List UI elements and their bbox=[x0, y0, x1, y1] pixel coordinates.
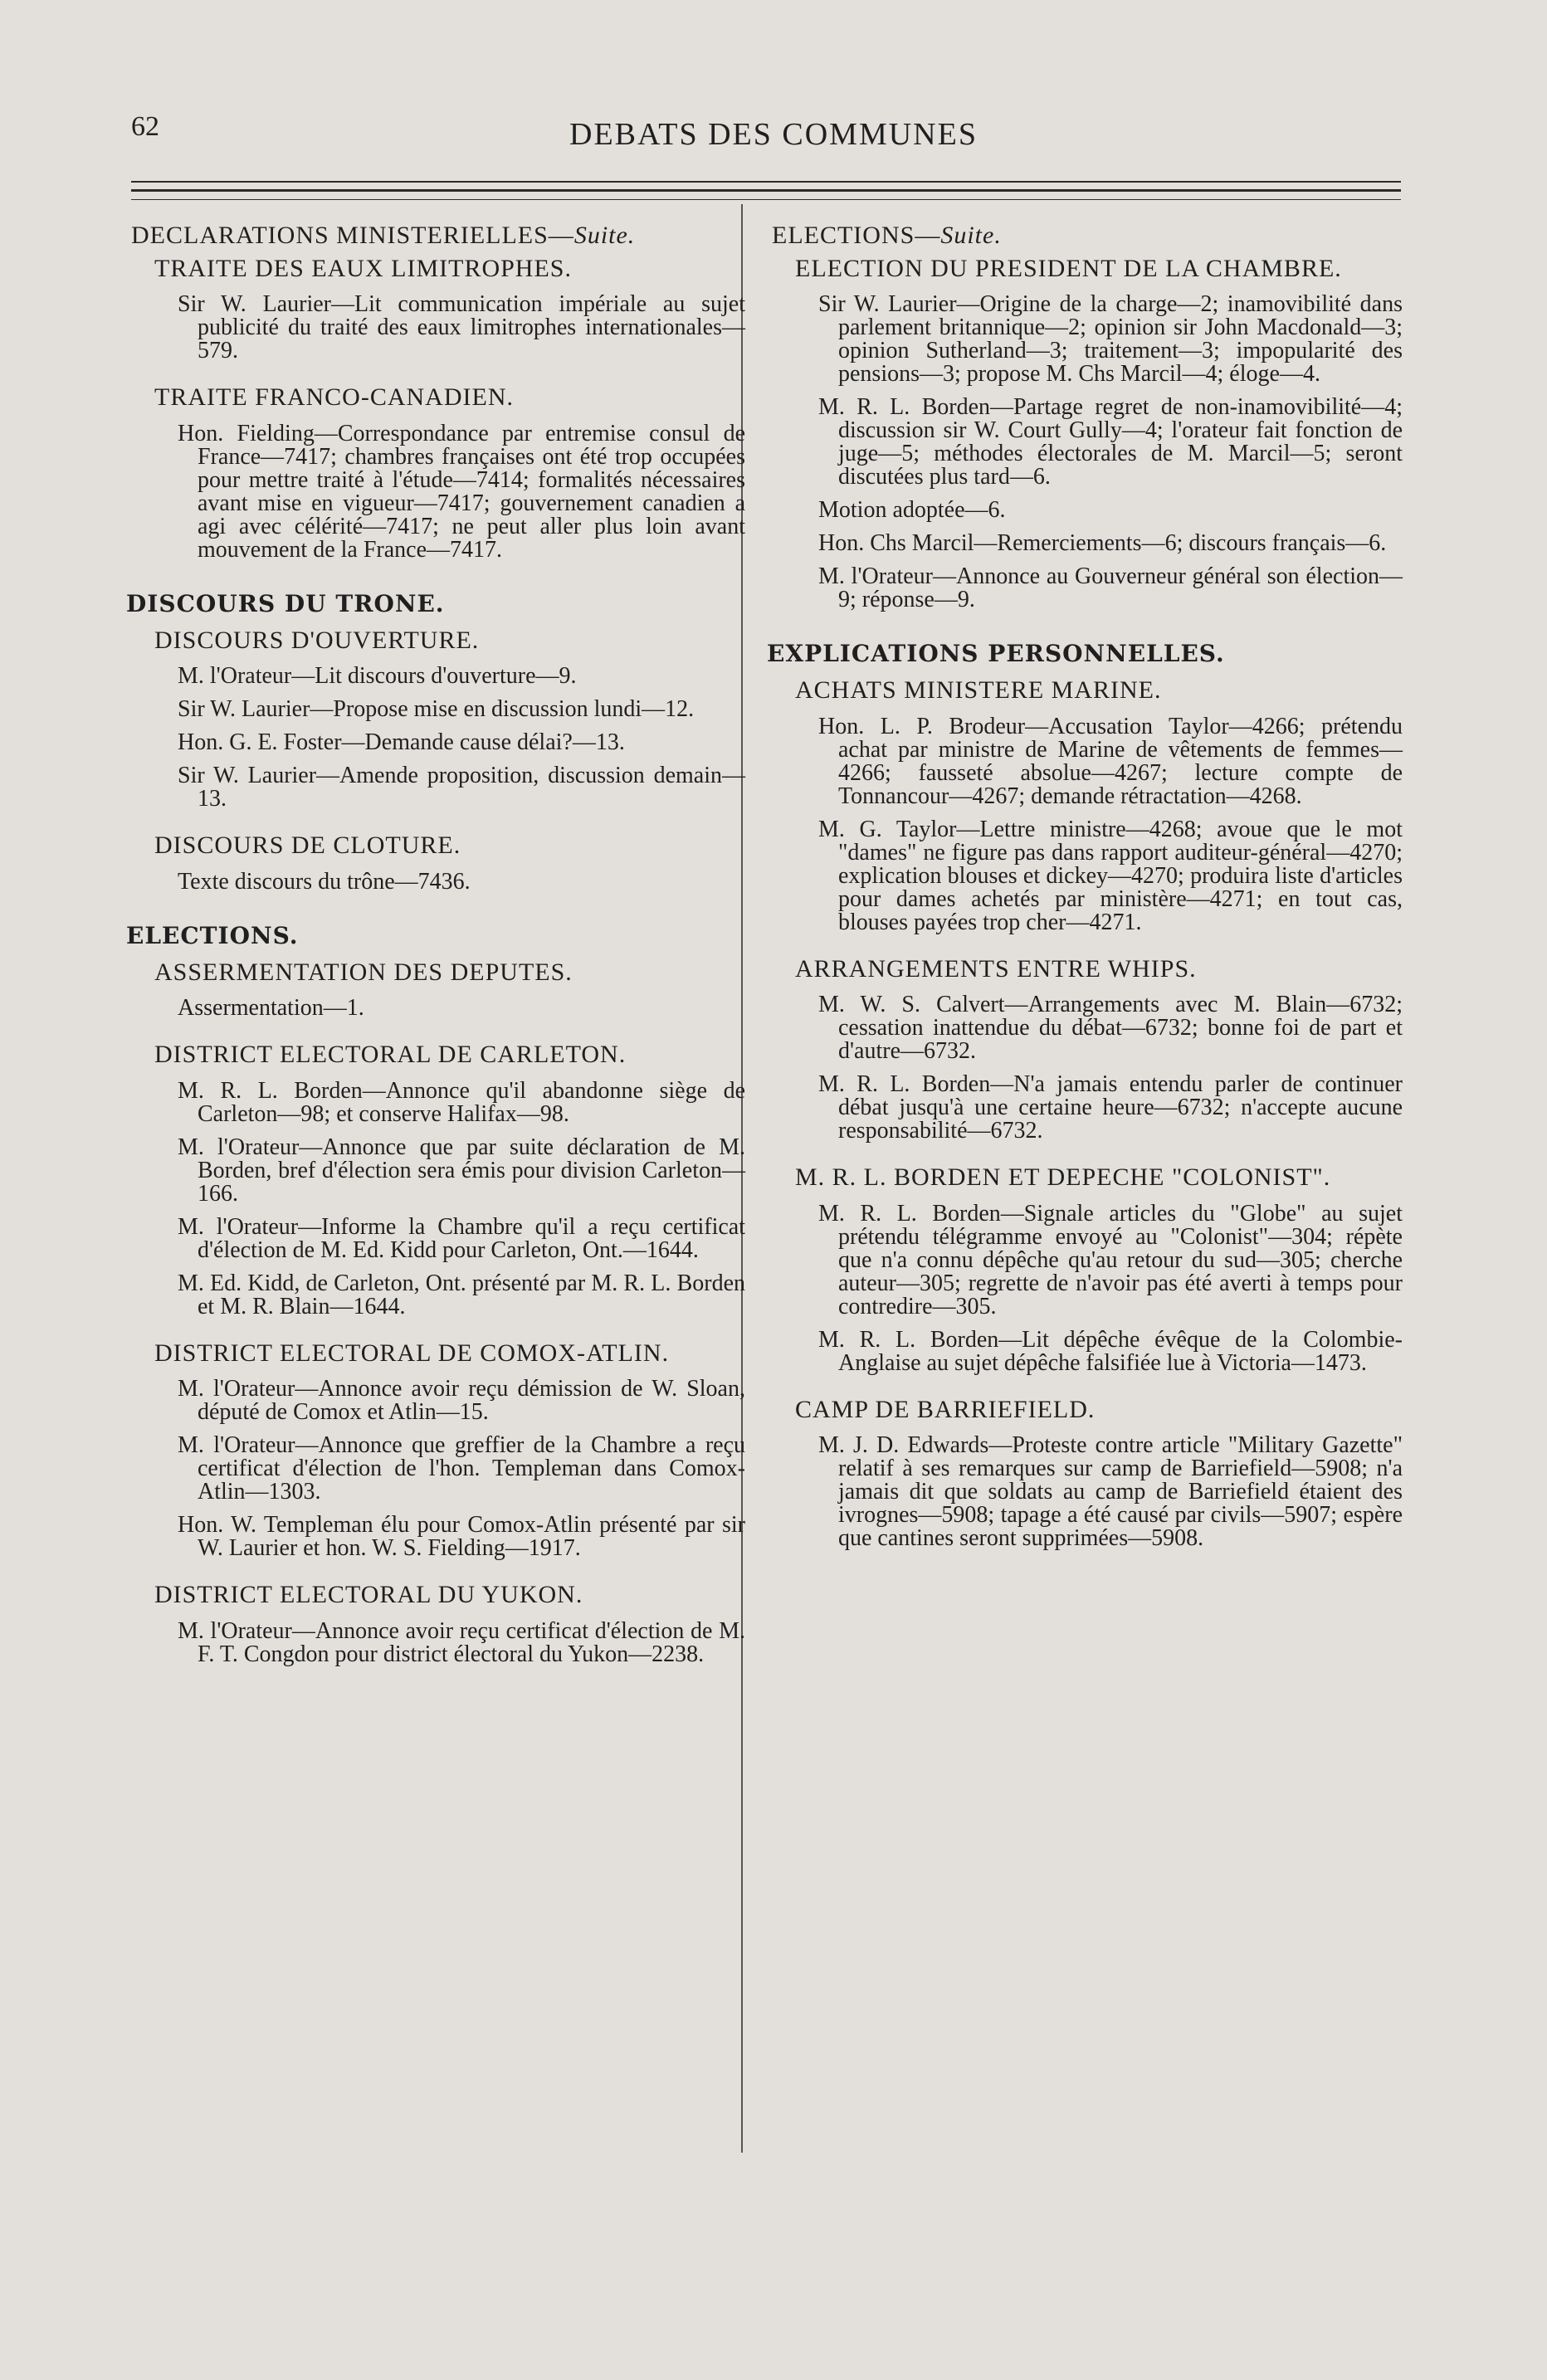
index-entry: M. R. L. Borden—Partage regret de non-inamovibilité—4; discussion sir W. Court Gully—4; l'orateur fait fonction de juge—5; méthodes électorales de M. Marcil—5; seront discutées plus tard—6. bbox=[818, 394, 1403, 490]
index-entry: M. l'Orateur—Annonce que greffier de la Chambre a reçu certificat d'élection de l'hon. Templeman dans Comox-Atlin—1303. bbox=[178, 1432, 745, 1505]
index-entry: Hon. Fielding—Correspondance par entremise consul de France—7417; chambres françaises ont été trop occupées pour mettre traité à l'étude—7414; formalités nécessaires avant mise en vigueur—7417; gouvernement canadien a agi avec célérité—7417; ne peut aller plus loin avant mouvement de la France—7417. bbox=[178, 420, 745, 563]
subsection-heading: ACHATS MINISTERE MARINE. bbox=[795, 676, 1162, 704]
index-entry: M. J. D. Edwards—Proteste contre article "Military Gazette" relatif à ses remarques sur camp de Barriefield—5908; n'a jamais dit que soldats au camp de Barriefield étaient des ivrognes—5908; tapage a été causé par civils—5907; espère que cantines seront supprimées—5908. bbox=[818, 1432, 1403, 1551]
index-entry: Sir W. Laurier—Lit communication impériale au sujet publicité du traité des eaux limitrophes internationales—579. bbox=[178, 291, 745, 363]
index-entry: Hon. G. E. Foster—Demande cause délai?—13. bbox=[178, 729, 625, 755]
index-entry: Assermentation—1. bbox=[178, 995, 364, 1021]
index-entry: Hon. W. Templeman élu pour Comox-Atlin présenté par sir W. Laurier et hon. W. S. Fielding—1917. bbox=[178, 1512, 745, 1561]
left-column bbox=[126, 222, 745, 1676]
subsection-heading: DISTRICT ELECTORAL DE COMOX-ATLIN. bbox=[154, 1339, 670, 1367]
page-number: 62 bbox=[131, 111, 159, 142]
header-rule bbox=[131, 199, 1401, 200]
subsection-heading: CAMP DE BARRIEFIELD. bbox=[795, 1395, 1096, 1423]
section-heading: EXPLICATIONS PERSONNELLES. bbox=[767, 640, 1225, 667]
subsection-heading: DISCOURS D'OUVERTURE. bbox=[154, 626, 480, 654]
section-heading: DISCOURS DU TRONE. bbox=[126, 589, 445, 617]
index-entry: Sir W. Laurier—Amende proposition, discussion demain—13. bbox=[178, 763, 745, 812]
index-entry: M. l'Orateur—Lit discours d'ouverture—9. bbox=[178, 663, 577, 689]
index-entry: Motion adoptée—6. bbox=[818, 497, 1006, 523]
subsection-heading: DISTRICT ELECTORAL DU YUKON. bbox=[154, 1581, 583, 1608]
index-entry: M. l'Orateur—Annonce avoir reçu démission de W. Sloan, député de Comox et Atlin—15. bbox=[178, 1376, 745, 1425]
subsection-heading: DISCOURS DE CLOTURE. bbox=[154, 832, 461, 859]
index-entry: Sir W. Laurier—Propose mise en discussion lundi—12. bbox=[178, 696, 695, 722]
index-entry: Texte discours du trône—7436. bbox=[178, 868, 471, 895]
header-rule bbox=[131, 189, 1401, 192]
section-heading bbox=[131, 222, 745, 249]
index-entry: M. R. L. Borden—Signale articles du "Globe" au sujet prétendu télégramme envoyé au "Colonist"—304; répète que n'a connu dépêche qu'au retour du sud—305; cherche auteur—305; regrette de n'avoir pas été averti à temps pour contredire—305. bbox=[818, 1200, 1403, 1319]
section-suite: Suite. bbox=[940, 222, 1002, 249]
index-entry: M. W. S. Calvert—Arrangements avec M. Blain—6732; cessation inattendue du débat—6732; bonne foi de part et d'autre—6732. bbox=[818, 992, 1403, 1064]
subsection-heading: ASSERMENTATION DES DEPUTES. bbox=[154, 958, 573, 986]
index-entry: M. l'Orateur—Annonce avoir reçu certificat d'élection de M. F. T. Congdon pour district électoral du Yukon—2238. bbox=[178, 1617, 745, 1667]
section-title: DECLARATIONS MINISTERIELLES— bbox=[131, 222, 574, 249]
section-title: ELECTIONS— bbox=[772, 222, 941, 249]
index-entry: Hon. L. P. Brodeur—Accusation Taylor—4266; prétendu achat par ministre de Marine de vêtements de femmes—4266; fausseté absolue—4267; lecture compte de Tonnancour—4267; demande rétractation—4268. bbox=[818, 713, 1403, 809]
subsection-heading: ARRANGEMENTS ENTRE WHIPS. bbox=[795, 954, 1197, 983]
index-entry: Sir W. Laurier—Origine de la charge—2; inamovibilité dans parlement britannique—2; opinion sir John Macdonald—3; opinion Sutherland—3; traitement—3; impopularité des pensions—3; propose M. Chs Marcil—4; éloge—4. bbox=[818, 291, 1403, 387]
index-entry: M. l'Orateur—Annonce au Gouverneur général son élection—9; réponse—9. bbox=[818, 563, 1403, 612]
index-entry: M. R. L. Borden—Lit dépêche évêque de la Colombie-Anglaise au sujet dépêche falsifiée lue à Victoria—1473. bbox=[818, 1326, 1403, 1376]
header-rule bbox=[131, 181, 1401, 183]
index-entry: M. R. L. Borden—N'a jamais entendu parler de continuer débat jusqu'à une certaine heure—6732; n'accepte aucune responsabilité—6732. bbox=[818, 1071, 1403, 1144]
index-entry: M. Ed. Kidd, de Carleton, Ont. présenté par M. R. L. Borden et M. R. Blain—1644. bbox=[178, 1270, 745, 1319]
right-column bbox=[767, 222, 1403, 1560]
index-entry: Hon. Chs Marcil—Remerciements—6; discours français—6. bbox=[818, 530, 1387, 556]
subsection-heading: TRAITE DES EAUX LIMITROPHES. bbox=[154, 254, 572, 282]
running-title: DEBATS DES COMMUNES bbox=[569, 117, 978, 152]
section-heading bbox=[772, 222, 1403, 249]
index-entry: M. l'Orateur—Annonce que par suite déclaration de M. Borden, bref d'élection sera émis pour division Carleton—166. bbox=[178, 1134, 745, 1207]
subsection-heading: M. R. L. BORDEN ET DEPECHE "COLONIST". bbox=[795, 1163, 1331, 1191]
index-entry: M. R. L. Borden—Annonce qu'il abandonne siège de Carleton—98; et conserve Halifax—98. bbox=[178, 1077, 745, 1127]
subsection-heading: ELECTION DU PRESIDENT DE LA CHAMBRE. bbox=[795, 254, 1342, 282]
index-entry: M. G. Taylor—Lettre ministre—4268; avoue que le mot "dames" ne figure pas dans rapport auditeur-général—4270; explication blouses et dickey—4270; produira liste d'articles pour dames achetés par ministère—4271; en tout cas, blouses payées trop cher—4271. bbox=[818, 816, 1403, 935]
index-entry: M. l'Orateur—Informe la Chambre qu'il a reçu certificat d'élection de M. Ed. Kidd pour Carleton, Ont.—1644. bbox=[178, 1213, 745, 1263]
subsection-heading: DISTRICT ELECTORAL DE CARLETON. bbox=[154, 1041, 627, 1068]
section-suite: Suite. bbox=[573, 222, 636, 249]
subsection-heading: TRAITE FRANCO-CANADIEN. bbox=[154, 383, 514, 411]
section-heading: ELECTIONS. bbox=[126, 921, 299, 949]
